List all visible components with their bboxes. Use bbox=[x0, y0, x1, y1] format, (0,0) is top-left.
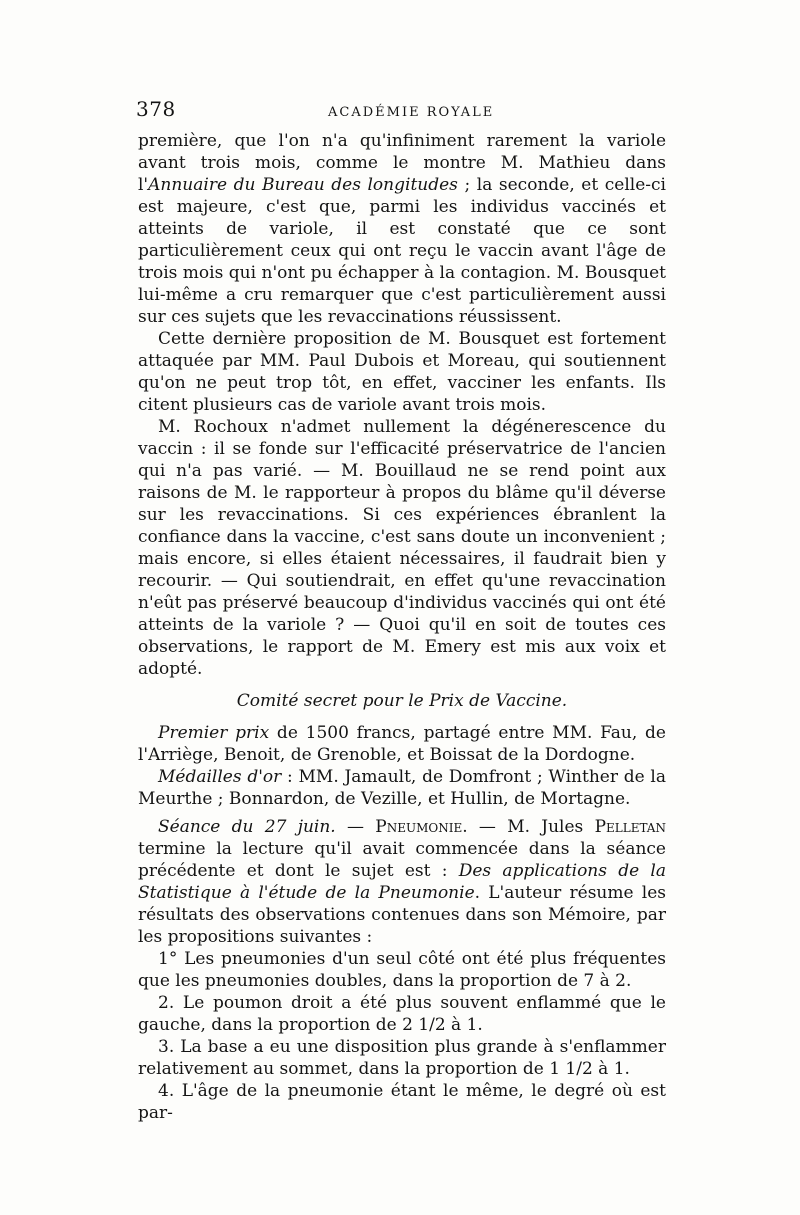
page-header bbox=[138, 96, 666, 130]
paragraph-1-text-a: première, que l'on n'a qu'infiniment rarement la variole avant trois mois, comme le montre M. Mathieu dans l' bbox=[138, 131, 666, 195]
seance-text-1: termine la lecture qu'il avait commencée dans la séance précédente et dont le sujet est : bbox=[138, 839, 666, 881]
seance-memoir-title: Des applications de la Statistique à l'étude de la Pneumonie bbox=[138, 861, 667, 903]
paragraph-3: M. Rochoux n'admet nullement la dégénerescence du vaccin : il se fonde sur l'efficacité préservatrice de l'ancien qui n'a pas varié. — M. Bouillaud ne se rend point aux raisons de M. le rapporteur à propos du blâme qu'il déverse sur les revaccinations. Si ces expériences ébranlent la confiance dans la vaccine, c'est sans doute un inconvenient ; mais encore, si elles étaient nécessaires, il faudrait bien y recourir. — Qui soutiendrait, en effet qu'une revaccination n'eût pas préservé beaucoup d'individus vaccinés qui ont été atteints de la variole ? — Quoi qu'il en soit de toutes ces observations, le rapport de M. Emery est mis aux voix et adopté. bbox=[138, 417, 666, 679]
gold-medals-text: : MM. Jamault, de Domfront ; Winther de la Meurthe ; Bonnardon, de Vezille, et Hullin, de Mortagne. bbox=[138, 767, 666, 809]
paragraph-2: Cette dernière proposition de M. Bousquet est fortement attaquée par MM. Paul Dubois et Moreau, qui soutiennent qu'on ne peut trop tôt, en effet, vacciner les enfants. Ils citent plusieurs cas de variole avant trois mois. bbox=[138, 329, 666, 415]
proposition-1: 1° Les pneumonies d'un seul côté ont été plus fréquentes que les pneumonies doubles, dans la proportion de 7 à 2. bbox=[138, 949, 666, 991]
page-number: 378 bbox=[136, 97, 176, 121]
seance-text-2: . L'auteur résume les résultats des observations contenues dans son Mémoire, par les propositions suivantes : bbox=[138, 883, 666, 947]
seance-date: Séance du 27 juin. bbox=[158, 817, 336, 837]
seance-topic: Pneumonie bbox=[375, 817, 463, 837]
paragraph-1 bbox=[138, 130, 666, 328]
first-prize bbox=[138, 722, 666, 766]
gold-medals-label: Médailles d'or bbox=[158, 767, 282, 787]
proposition-2: 2. Le poumon droit a été plus souvent enflammé que le gauche, dans la proportion de 2 1/2 à 1. bbox=[138, 993, 666, 1035]
first-prize-label: Premier prix bbox=[158, 723, 270, 743]
seance-mid: . — M. Jules bbox=[462, 817, 595, 837]
gold-medals bbox=[138, 766, 666, 810]
annuaire-title: Annuaire du Bureau des longitudes bbox=[148, 175, 458, 195]
seance-author: Pelletan bbox=[594, 817, 666, 837]
paragraph-1-text-c: ; la seconde, et celle-ci est majeure, c'est que, parmi les individus vaccinés et atteints de variole, il est constaté que ce sont particulièrement ceux qui ont reçu le vaccin avant l'âge de trois mois qui n'ont pu échapper à la contagion. M. Bousquet lui-même a cru remarquer que c'est particulièrement aussi sur ces sujets que les revaccinations réussissent. bbox=[138, 175, 666, 327]
seance-paragraph bbox=[138, 816, 666, 948]
seance-dash: — bbox=[335, 817, 376, 837]
proposition-4: 4. L'âge de la pneumonie étant le même, le degré où est par- bbox=[138, 1081, 666, 1123]
proposition-3: 3. La base a eu une disposition plus grande à s'enflammer relativement au sommet, dans la proportion de 1 1/2 à 1. bbox=[138, 1037, 666, 1079]
section-heading: Comité secret pour le Prix de Vaccine. bbox=[236, 691, 568, 711]
first-prize-text: de 1500 francs, partagé entre MM. Fau, de l'Arriège, Benoit, de Grenoble, et Boissat de la Dordogne. bbox=[138, 723, 666, 765]
page-text bbox=[138, 96, 666, 1124]
running-title: ACADÉMIE ROYALE bbox=[328, 105, 495, 120]
